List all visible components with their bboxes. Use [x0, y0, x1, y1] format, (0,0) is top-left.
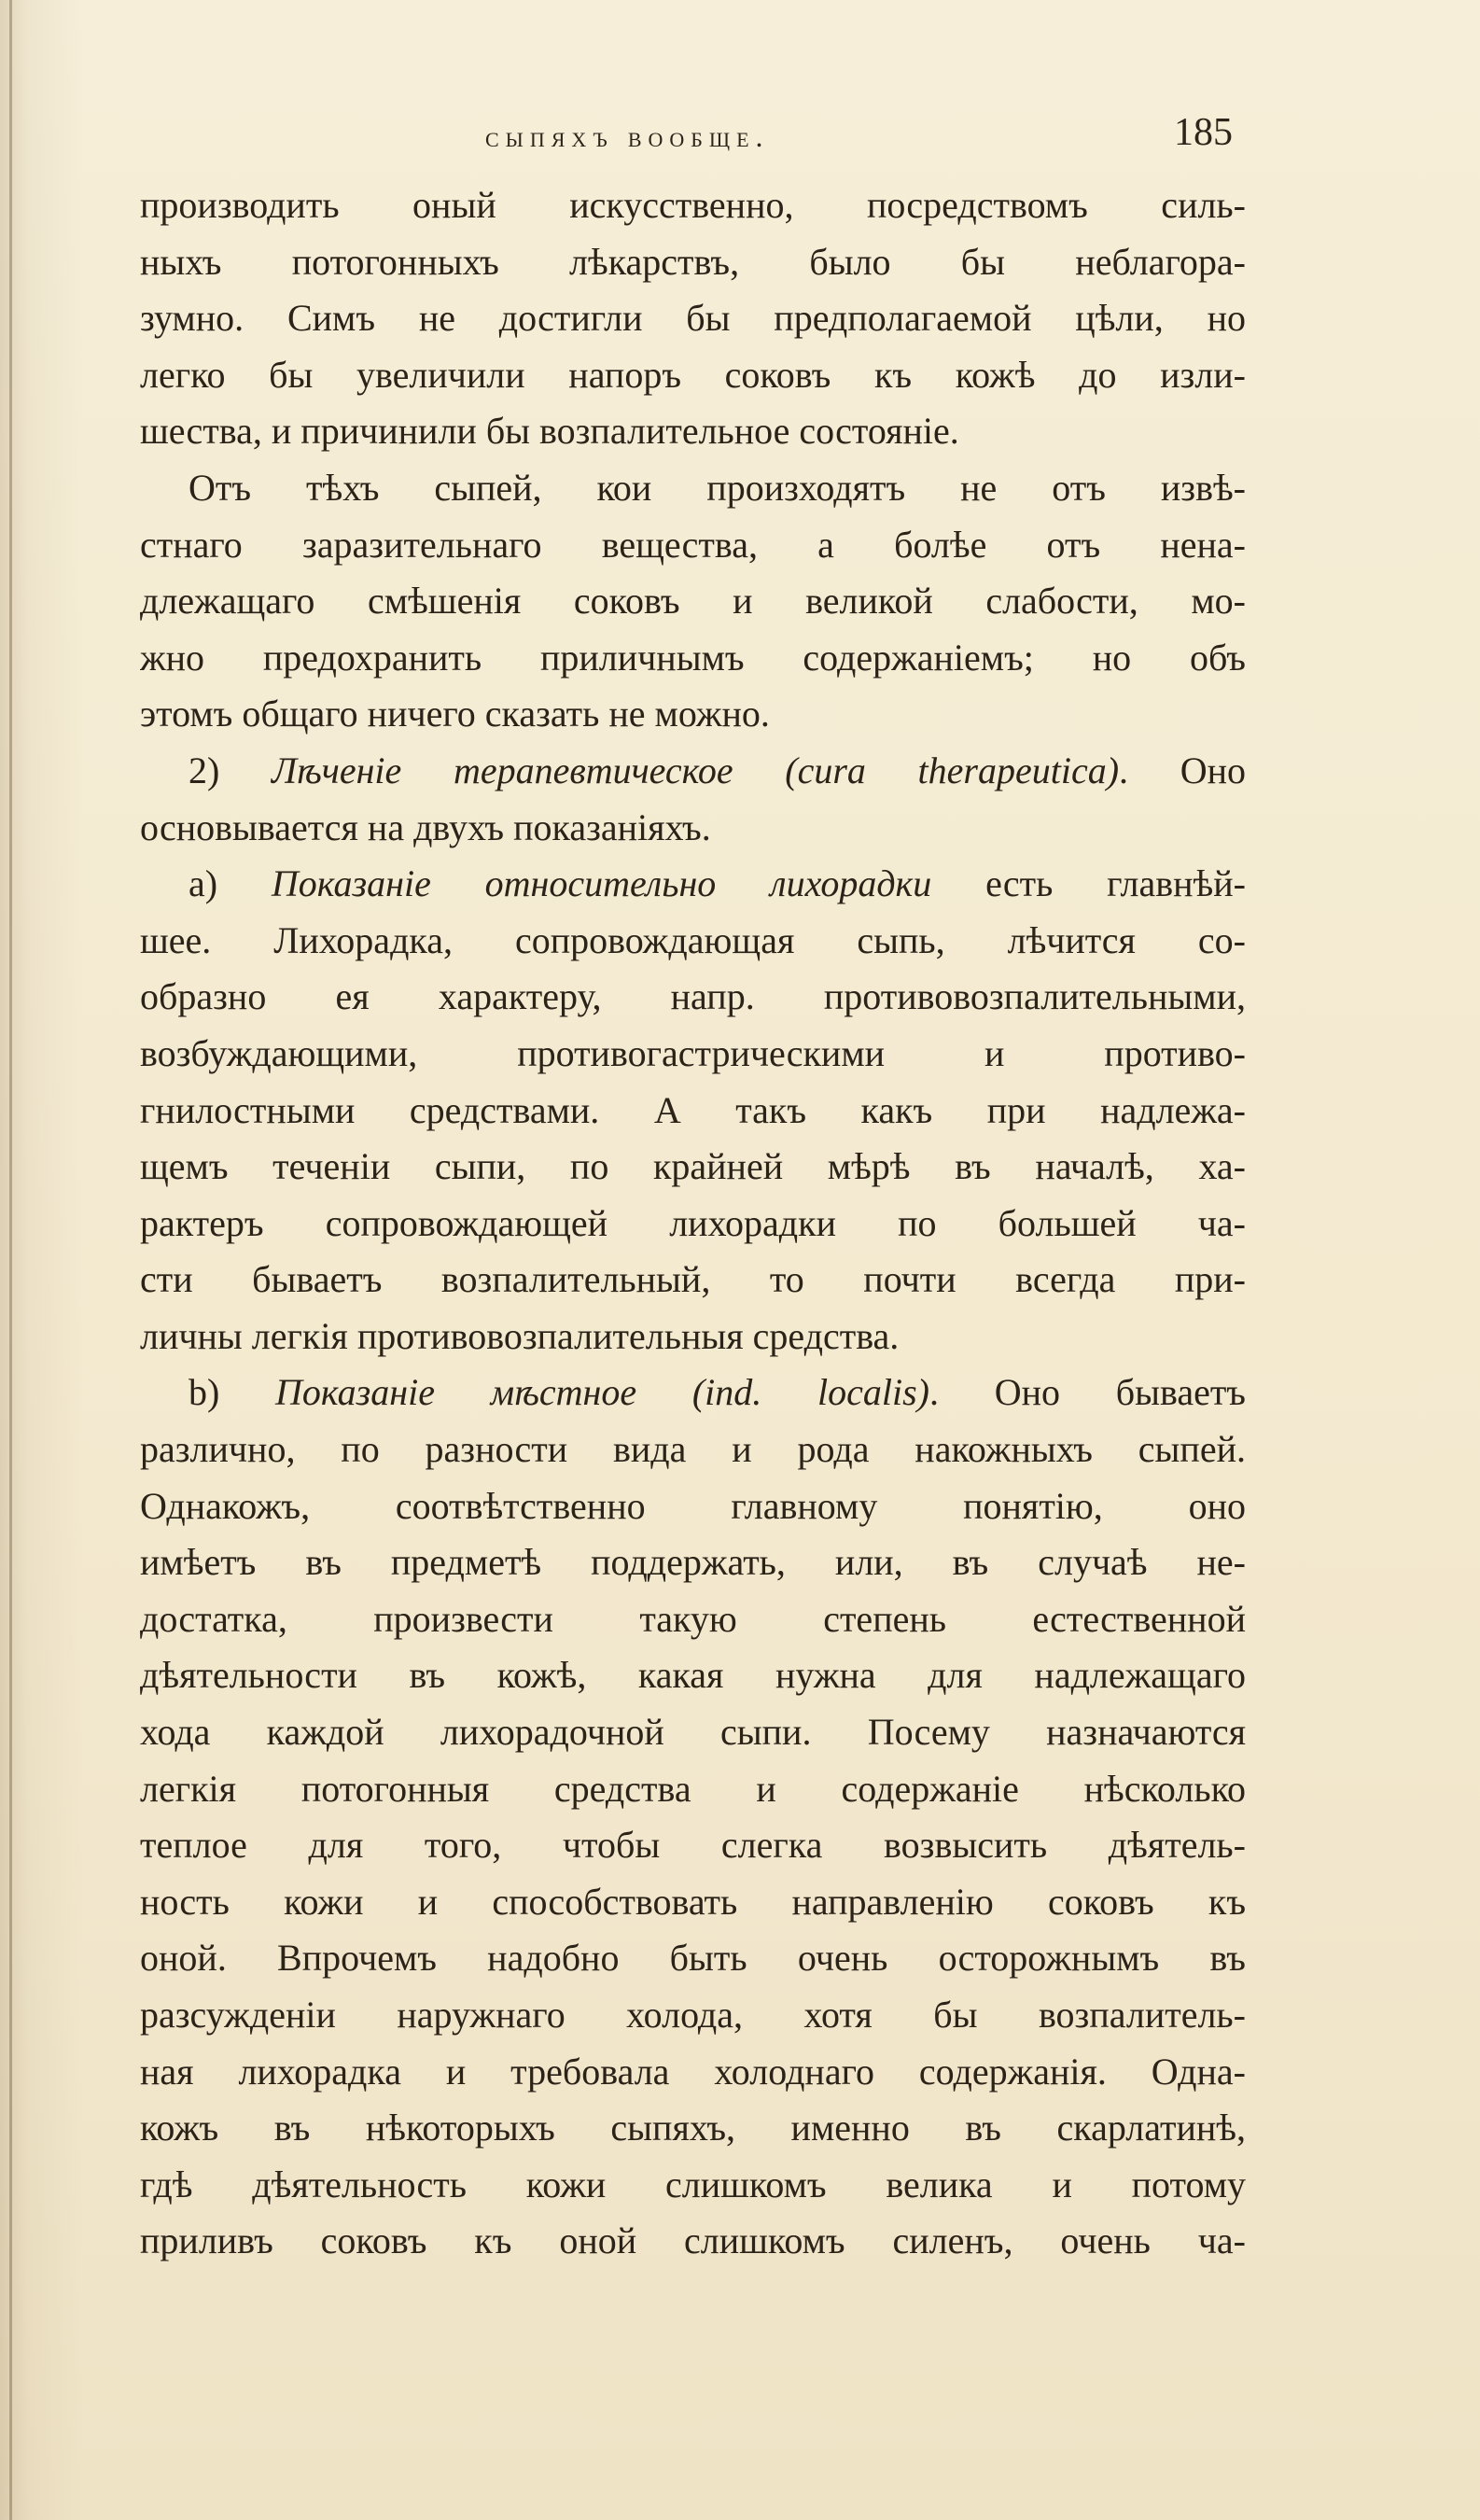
- text-line: гдѣ дѣятельность кожи слишкомъ велика и потому: [140, 2163, 1246, 2205]
- text-line: ная лихорадка и требовала холоднаго содержанія. Одна-: [140, 2050, 1246, 2093]
- line-continuation: есть главнѣй-: [931, 862, 1246, 905]
- running-head: сыпяхъ вообще.: [485, 119, 770, 153]
- text-line: стнаго заразительнаго вещества, а болѣе отъ нена-: [140, 523, 1246, 566]
- text-line: щемъ теченіи сыпи, по крайней мѣрѣ въ началѣ, ха-: [140, 1145, 1246, 1188]
- section-heading: Показаніе относительно лихорадки: [271, 862, 932, 905]
- text-line: [140, 1365, 1246, 1421]
- text-line: ность кожи и способствовать направленію соковъ къ: [140, 1880, 1246, 1923]
- text-line: шества, и причинили бы возпалительное состояніе.: [140, 410, 959, 453]
- text-line: рактеръ сопровождающей лихорадки по большей ча-: [140, 1201, 1246, 1244]
- text-line: гнилостными средствами. А такъ какъ при надлежа-: [140, 1088, 1246, 1131]
- line-continuation: . Оно бываетъ: [929, 1371, 1246, 1414]
- text-line: основывается на двухъ показаніяхъ.: [140, 805, 711, 848]
- text-line: приливъ соковъ къ оной слишкомъ силенъ, очень ча-: [140, 2219, 1246, 2262]
- text-line: легкія потогонныя средства и содержаніе нѣсколько: [140, 1767, 1246, 1810]
- section-number: b): [188, 1371, 276, 1414]
- text-line: ныхъ потогонныхъ лѣкарствъ, было бы неблагора-: [140, 240, 1246, 283]
- text-line: образно ея характеру, напр. противовозпалительными,: [140, 975, 1246, 1018]
- text-line: кожъ въ нѣкоторыхъ сыпяхъ, именно въ скарлатинѣ,: [140, 2107, 1246, 2149]
- section-number: а): [188, 862, 272, 905]
- text-line: разсужденіи наружнаго холода, хотя бы возпалитель-: [140, 1994, 1246, 2036]
- page-number: 185: [1174, 111, 1233, 154]
- text-line: производить оный искусственно, посредствомъ силь-: [140, 184, 1246, 226]
- text-line: дѣятельности въ кожѣ, какая нужна для надлежащаго: [140, 1654, 1246, 1697]
- text-line: сти бываетъ возпалительный, то почти всегда при-: [140, 1258, 1246, 1301]
- text-line: зумно. Симъ не достигли бы предполагаемой цѣли, но: [140, 297, 1246, 340]
- text-line: личны легкія противовозпалительныя средства.: [140, 1314, 900, 1357]
- text-line: шее. Лихорадка, сопровождающая сыпь, лѣчится со-: [140, 918, 1246, 961]
- body-text: [140, 177, 1246, 2270]
- text-line: имѣетъ въ предметѣ поддержать, или, въ случаѣ не-: [140, 1541, 1246, 1584]
- text-line: достатка, произвести такую степень естественной: [140, 1597, 1246, 1640]
- line-continuation: . Оно: [1119, 749, 1246, 791]
- text-line: Однакожъ, соотвѣтственно главному понятію, оно: [140, 1484, 1246, 1527]
- text-line: [140, 743, 1246, 800]
- text-line: этомъ общаго ничего сказать не можно.: [140, 693, 770, 735]
- section-heading: Показаніе мѣстное (ind. localis): [275, 1371, 929, 1414]
- page-edge-shadow: [9, 0, 12, 2520]
- section-number: 2): [188, 749, 272, 791]
- text-line: [140, 856, 1246, 913]
- text-line: хода каждой лихорадочной сыпи. Посему назначаются: [140, 1711, 1246, 1754]
- text-line: различно, по разности вида и рода накожныхъ сыпей.: [140, 1428, 1246, 1471]
- text-line: Отъ тѣхъ сыпей, кои произходятъ не отъ извѣ-: [188, 466, 1246, 509]
- section-heading: Лѣченіе терапевтическое (cura therapeutica): [271, 749, 1120, 791]
- text-line: теплое для того, чтобы слегка возвысить дѣятель-: [140, 1824, 1246, 1867]
- text-line: жно предохранить приличнымъ содержаніемъ; но объ: [140, 636, 1246, 679]
- text-line: возбуждающими, противогастрическими и противо-: [140, 1031, 1246, 1074]
- text-line: длежащаго смѣшенія соковъ и великой слабости, мо-: [140, 580, 1246, 623]
- text-line: оной. Впрочемъ надобно быть очень осторожнымъ въ: [140, 1937, 1246, 1980]
- text-line: легко бы увеличили напоръ соковъ къ кожѣ до изли-: [140, 353, 1246, 396]
